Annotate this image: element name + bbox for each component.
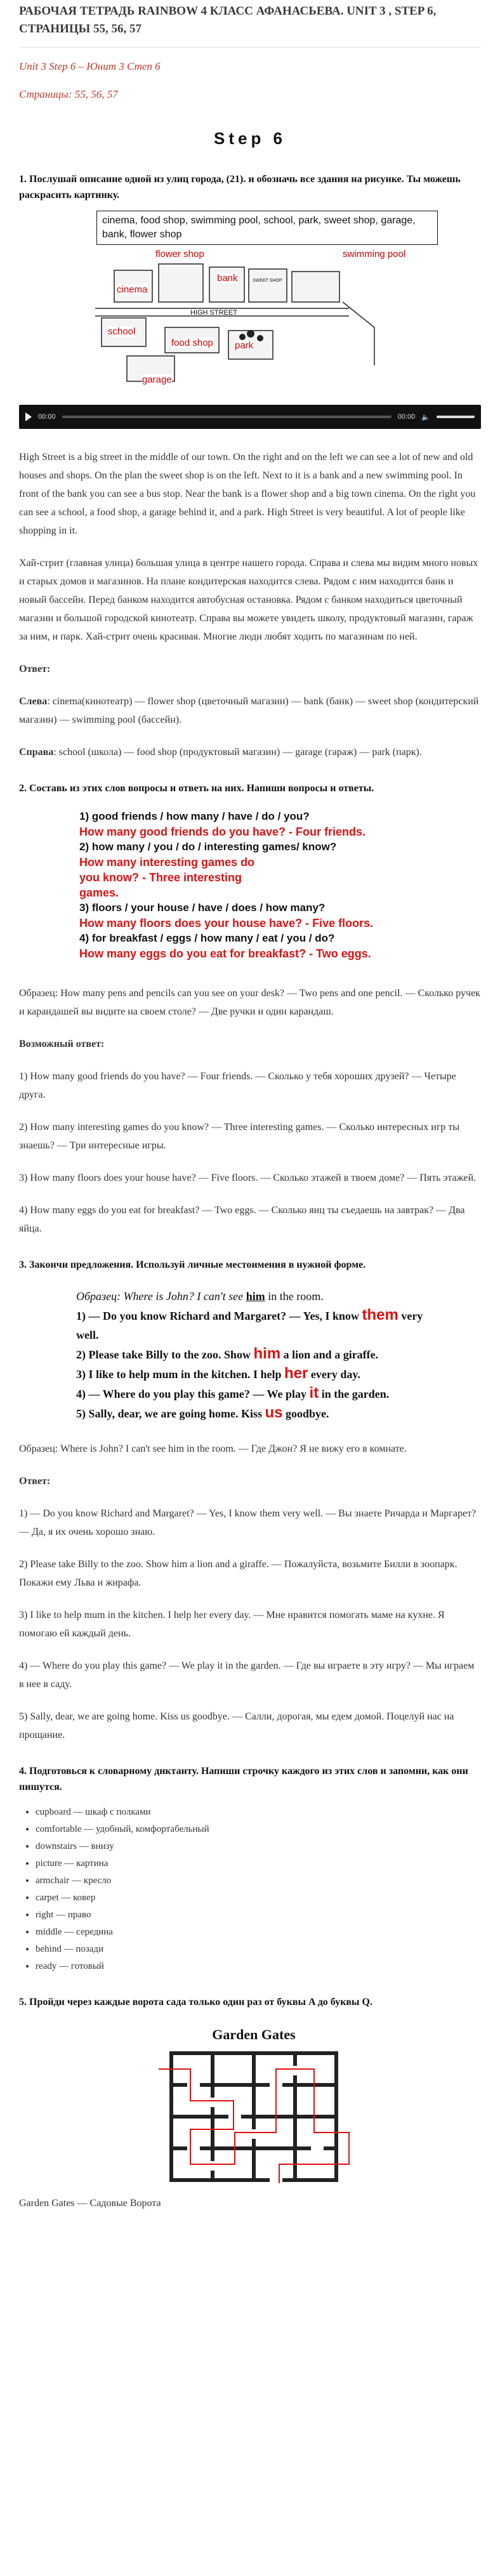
- ex2-item: 3) floors / your house / have / does / how many?: [79, 902, 326, 914]
- ex2-answer: How many interesting games do you know? - Three interesting games.: [79, 856, 255, 899]
- ans2-line: 1) How many good friends do you have? — Four friends. — Сколько у тебя хороших друзей? — Четыре друга.: [19, 1071, 456, 1100]
- list-item: • carpet — ковер: [36, 1889, 481, 1907]
- pages-label: Страницы: 55, 56, 57: [19, 88, 118, 100]
- task-3-heading: 3. Закончи предложения. Используй личные местоимения в нужной форме.: [19, 1259, 366, 1270]
- answer-left: Слева: cinema(кинотеатр) — flower shop (цветочный магазин) — bank (банк) — sweet shop (кондитерский магазин) — swimming pool (бассейн).: [19, 696, 479, 725]
- task-2-heading: 2. Составь из этих слов вопросы и ответь на них. Напиши вопросы и ответы.: [19, 783, 374, 794]
- ans2-line: 3) How many floors does your house have? — Five floors. — Сколько этажей в твоем доме? — Пять этажей.: [19, 1173, 477, 1183]
- ex2-answer: How many floors does your house have? - Five floors.: [79, 917, 374, 930]
- audio-progress[interactable]: [62, 416, 391, 418]
- word-box: cinema, food shop, swimming pool, school, park, sweet shop, garage, bank, flower shop: [96, 211, 438, 245]
- ex3-item: 2) Please take Billy to the zoo. Show him a lion and a giraffe.: [76, 1345, 379, 1362]
- ex2-item: 2) how many / you / do / interesting games/ know?: [79, 841, 337, 853]
- list-item: • picture — картина: [36, 1855, 481, 1872]
- ans3-line: 2) Please take Billy to the zoo. Show him a lion and a giraffe. — Пожалуйста, возьмите Билли в зоопарк. Покажи ему Льва и жирафа.: [19, 1559, 457, 1588]
- label-school: school: [108, 326, 136, 337]
- ans2-line: 4) How many eggs do you eat for breakfast? — Two eggs. — Сколько яиц ты съедаешь на завтрак? — Два яйца.: [19, 1205, 465, 1234]
- play-icon[interactable]: [25, 412, 32, 421]
- ex2-item: 1) good friends / how many / have / do / you?: [79, 810, 310, 822]
- list-item: • armchair — кресло: [36, 1872, 481, 1889]
- sample-2: Образец: How many pens and pencils can you see on your desk? — Two pens and one pencil. — Сколько ручек и карандашей вы видите на своем столе? — Две ручки и один карандаш.: [19, 988, 480, 1017]
- audio-duration: 00:00: [397, 413, 416, 421]
- task-4-heading: 4. Подготовься к словарному диктанту. Напиши строчку каждого из этих слов и запомни, как они пишутся.: [19, 1766, 468, 1792]
- list-item: • middle — середина: [36, 1924, 481, 1941]
- list-item: • comfortable — удобный, комфортабельный: [36, 1821, 481, 1838]
- sample-3: Образец: Where is John? I can't see him in the room. — Где Джон? Я не вижу его в комнате.: [19, 1443, 407, 1454]
- ans2-line: 2) How many interesting games do you know? — Three interesting games. — Сколько интересных игр ты знаешь? — Три интересные игры.: [19, 1122, 460, 1151]
- label-swimming-pool: swimming pool: [343, 249, 406, 260]
- answer-right: Справа: school (школа) — food shop (продуктовый магазин) — garage (гараж) — park (парк).: [19, 747, 422, 758]
- ans3-line: 3) I like to help mum in the kitchen. I help her every day. — Мне нравится помогать маме на кухне. Я помогаю ей каждый день.: [19, 1610, 445, 1639]
- garden-gates-figure: [152, 2027, 355, 2192]
- label-flower-shop: flower shop: [155, 249, 204, 260]
- ex3-item: 4) — Where do you play this game? — We play it in the garden.: [76, 1384, 390, 1402]
- ex3-item: 1) — Do you know Richard and Margaret? — Yes, I know them very well.: [76, 1306, 423, 1341]
- step-heading: Step 6: [213, 129, 287, 148]
- ans3-line: 5) Sally, dear, we are going home. Kiss us goodbye. — Салли, дорогая, мы едем домой. Поцелуй нас на прощание.: [19, 1711, 454, 1740]
- sweet-shop-sign: SWEET SHOP: [253, 279, 282, 283]
- label-park: park: [235, 340, 254, 351]
- audio-player: [19, 405, 481, 429]
- garden-caption: Garden Gates — Садовые Ворота: [19, 2198, 161, 2209]
- garden-gates-title: Garden Gates: [212, 2027, 296, 2042]
- label-bank: bank: [217, 273, 238, 284]
- list-item: • ready — готовый: [36, 1958, 481, 1975]
- ex2-item: 4) for breakfast / eggs / how many / eat / you / do?: [79, 932, 335, 944]
- ex3-item: 5) Sally, dear, we are going home. Kiss us goodbye.: [76, 1404, 329, 1421]
- task-5-heading: 5. Пройди через каждые ворота сада только один раз от буквы A до буквы Q.: [19, 1997, 372, 2008]
- list-item: • right — право: [36, 1907, 481, 1924]
- task-1-heading: 1. Послушай описание одной из улиц города, (21). и обозначь все здания на рисунке. Ты можешь раскрасить картинку.: [19, 174, 461, 200]
- label-cinema: cinema: [117, 284, 148, 295]
- list-item: • cupboard — шкаф с полками: [36, 1804, 481, 1821]
- ex2-answer: How many eggs do you eat for breakfast? - Two eggs.: [79, 947, 371, 960]
- list-item: • behind — позади: [36, 1941, 481, 1958]
- audio-current-time: 00:00: [38, 413, 56, 421]
- label-garage: garage: [142, 374, 172, 385]
- divider: [19, 47, 481, 48]
- garden-maze: [152, 2047, 355, 2190]
- ans3-line: 4) — Where do you play this game? — We play it in the garden. — Где вы играете в эту игру? — Мы играем в нее в саду.: [19, 1660, 475, 1690]
- label-food-shop: food shop: [171, 338, 213, 348]
- volume-slider[interactable]: [437, 416, 475, 418]
- page-title: РАБОЧАЯ ТЕТРАДЬ RAINBOW 4 КЛАСС АФАНАСЬЕВА. UNIT 3 , STEP 6, СТРАНИЦЫ 55, 56, 57: [19, 4, 437, 36]
- vocab-list: [19, 1804, 481, 1975]
- ex3-item: 3) I like to help mum in the kitchen. I help her every day.: [76, 1365, 360, 1382]
- possible-answer-label: Возможный ответ:: [19, 1039, 105, 1049]
- volume-icon[interactable]: 🔈: [421, 413, 430, 421]
- ex2-answer: How many good friends do you have? - Four friends.: [79, 825, 366, 838]
- text-ru: Хай-стрит (главная улица) большая улица в центре нашего города. Справа и слева мы видим много новых и старых домов и магазинов. На плане кондитерская находится слева. Рядом с ним находится банк и новый бассейн. Перед банком находится автобусная остановка. Рядом с банком находиться цветочный магазин и большой городской кинотеатр. Справа вы можете увидеть школу, продуктовый магазин, гараж за ним, и парк. Хай-стрит очень красивая. Многие люди любят ходить по магазинам по ней.: [19, 558, 478, 642]
- exercise-2-image: [79, 809, 435, 961]
- ex3-sample: Образец: Where is John? I can't see him in the room.: [76, 1290, 324, 1303]
- street-drawing: [76, 207, 431, 391]
- ans3-line: 1) — Do you know Richard and Margaret? — Yes, I know them very well. — Вы знаете Ричарда и Маргарет? — Да, я их очень хорошо знаю.: [19, 1508, 477, 1537]
- exercise-3-image: [76, 1287, 431, 1423]
- answer-label-3: Ответ:: [19, 1476, 51, 1487]
- street-label: HIGH STREET: [190, 309, 237, 317]
- list-item: • downstairs — внизу: [36, 1838, 481, 1855]
- text-en: High Street is a big street in the middle of our town. On the right and on the left we can see a lot of new and old houses and shops. On the plan the sweet shop is on the left. Next to it is a bank and a new swimming pool. In front of the bank you can see a bus stop. Near the bank is a flower shop and a big town cinema. On the right you can see a school, a food shop, a garage behind it, and a park. High Street is very beautiful. A lot of people like shopping in it.: [19, 452, 476, 536]
- answer-label-1: Ответ:: [19, 664, 51, 674]
- street-picture: [76, 207, 431, 391]
- breadcrumb: Unit 3 Step 6 – Юнит 3 Степ 6: [19, 60, 161, 72]
